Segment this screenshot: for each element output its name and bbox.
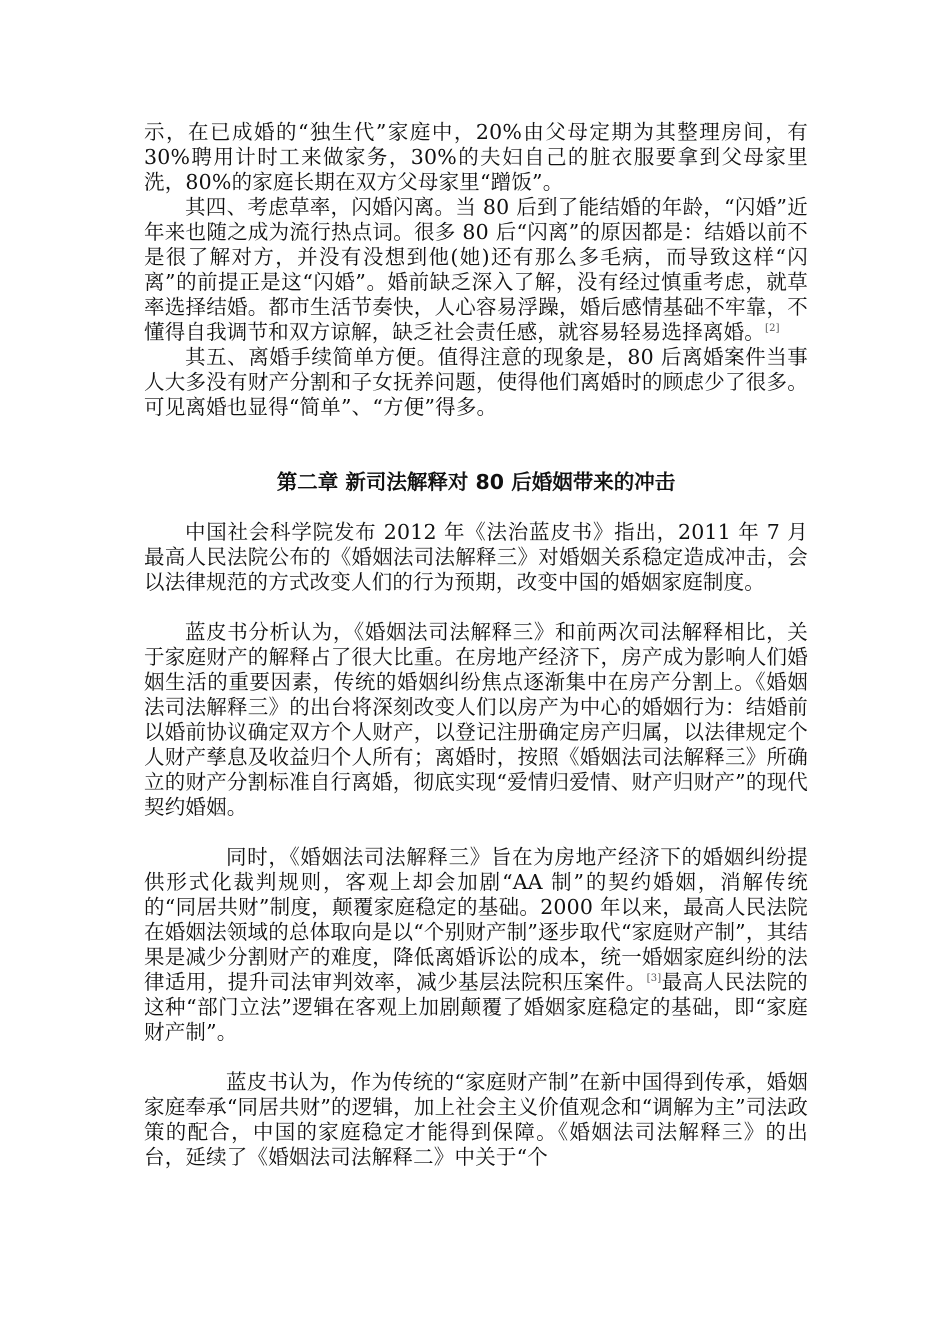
paragraph-point-four <box>144 195 808 345</box>
paragraph-blue-book-analysis <box>144 620 808 820</box>
paragraph-text: 同时，《婚姻法司法解释三》旨在为房地产经济下的婚姻纠纷提供形式化裁判规则，客观上却会加剧“AA 制”的契约婚姻，消解传统的“同居共财”制度，颠覆家庭稳定的基础。2000 年以来，最高人民法院在婚姻法领域的总体取向是以“个别财产制”逐步取代“家庭财产制”，其结果是减少分割财产的难度，降低离婚诉讼的成本，统一婚姻家庭纠纷的法律适用，提升司法审判效率，减少基层法院积压案件。 <box>144 845 808 994</box>
paragraph-point-five <box>144 345 808 420</box>
paragraph-text: 其四、考虑草率，闪婚闪离。当 80 后到了能结婚的年龄，“闪婚”近年来也随之成为流行热点词。很多 80 后“闪离”的原因都是：结婚以前不是很了解对方，并没有没想到他(她)还有那么多毛病，而导致这样“闪离”的前提正是这“闪婚”。婚前缺乏深入了解，没有经过慎重考虑，就草率选择结婚。都市生活节奏快，人心容易浮躁，婚后感情基础不牢靠，不懂得自我调节和双方谅解，缺乏社会责任感，就容易轻易选择离婚。 <box>144 195 808 344</box>
citation-ref: [3] <box>646 973 662 985</box>
paragraph-text: 蓝皮书认为，作为传统的“家庭财产制”在新中国得到传承，婚姻家庭奉承“同居共财”的逻辑，加上社会主义价值观念和“调解为主”司法政策的配合，中国的家庭稳定才能得到保障。《婚姻法司法解释三》的出台，延续了《婚姻法司法解释二》中关于“个 <box>144 1070 808 1169</box>
citation-ref: [2] <box>765 323 780 335</box>
document-page <box>144 120 808 1170</box>
chapter-heading: 第二章 新司法解释对 80 后婚姻带来的冲击 <box>276 470 676 494</box>
paragraph-text: 蓝皮书分析认为，《婚姻法司法解释三》和前两次司法解释相比，关于家庭财产的解释占了很大比重。在房地产经济下，房产成为影响人们婚姻生活的重要因素，传统的婚姻纠纷焦点逐渐集中在房产分割上。《婚姻法司法解释三》的出台将深刻改变人们以房产为中心的婚姻行为：结婚前以婚前协议确定双方个人财产，以登记注册确定房产归属，以法律规定个人财产孳息及收益归个人所有；离婚时，按照《婚姻法司法解释三》所确立的财产分割标准自行离婚，彻底实现“爱情归爱情、财产归财产”的现代契约婚姻。 <box>144 620 808 819</box>
paragraph-text: 其五、离婚手续简单方便。值得注意的现象是，80 后离婚案件当事人大多没有财产分割和子女抚养问题，使得他们离婚时的顾虑少了很多。可见离婚也显得“简单”、“方便”得多。 <box>144 345 808 419</box>
paragraph-blue-book-intro <box>144 520 808 595</box>
paragraph-text: 示，在已成婚的“独生代”家庭中，20%由父母定期为其整理房间，有 30%聘用计时工来做家务，30%的夫妇自己的脏衣服要拿到父母家里洗，80%的家庭长期在双方父母家里“蹭饭”。 <box>144 120 808 194</box>
paragraph-meanwhile <box>144 845 808 1045</box>
paragraph-text: 中国社会科学院发布 2012 年《法治蓝皮书》指出，2011 年 7 月最高人民法院公布的《婚姻法司法解释三》对婚姻关系稳定造成冲击，会以法律规范的方式改变人们的行为预期，改变中国的婚姻家庭制度。 <box>144 520 808 594</box>
paragraph-blue-book-view <box>144 1070 808 1170</box>
paragraph-continued <box>144 120 808 195</box>
paragraph-text: 最高人民法院的这种“部门立法”逻辑在客观上加剧颠覆了婚姻家庭稳定的基础，即“家庭财产制”。 <box>144 970 808 1044</box>
